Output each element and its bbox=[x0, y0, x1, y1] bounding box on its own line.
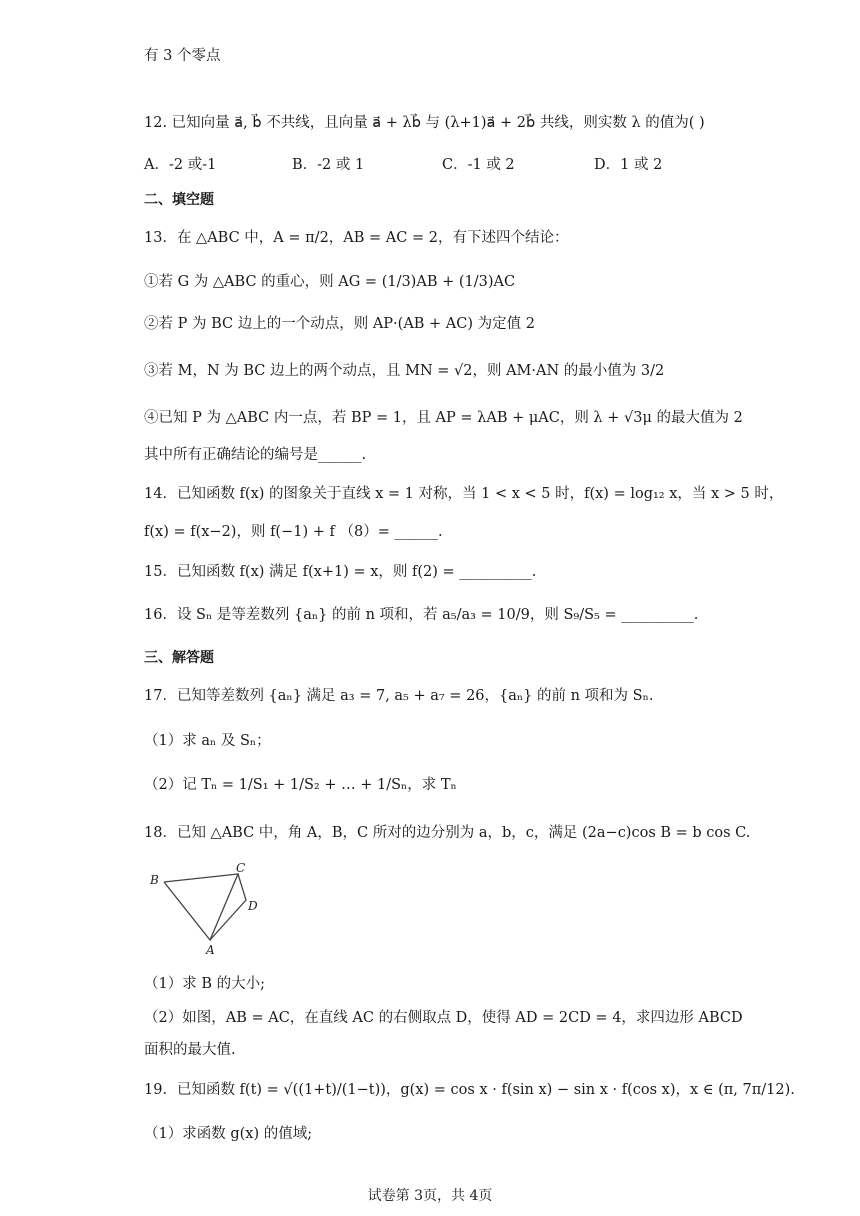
question-13-stem: 13．在 △ABC 中，A = π/2，AB = AC = 2，有下述四个结论： bbox=[144, 230, 569, 246]
triangle-abc bbox=[164, 874, 238, 940]
label-d: D bbox=[248, 899, 258, 913]
q13-statement-2: ②若 P 为 BC 边上的一个动点，则 AP·(AB + AC) 为定值 2 bbox=[144, 316, 535, 332]
quadrilateral-diagram bbox=[144, 858, 274, 958]
q18-part-2-cont: 面积的最大值. bbox=[144, 1042, 236, 1058]
label-a: A bbox=[206, 943, 215, 957]
page-footer: 试卷第 3页，共 4页 bbox=[367, 1188, 493, 1204]
q13-statement-1: ①若 G 为 △ABC 的重心，则 AG = (1/3)AB + (1/3)AC bbox=[144, 274, 516, 290]
label-b: B bbox=[150, 873, 159, 887]
section-heading-solutions: 三、解答题 bbox=[144, 650, 214, 666]
question-12: 12. 已知向量 a⃗, b⃗ 不共线，且向量 a⃗ + λb⃗ 与 (λ+1)a⃗ + 2b⃗ 共线，则实数 λ 的值为( ) bbox=[144, 115, 705, 131]
segment-cda bbox=[210, 874, 246, 940]
q19-part-1: （1）求函数 g(x) 的值域; bbox=[144, 1126, 313, 1142]
q17-part-1: （1）求 aₙ 及 Sₙ； bbox=[144, 733, 271, 749]
question-14-line-1: 14．已知函数 f(x) 的图象关于直线 x = 1 对称，当 1 < x < 5 时，f(x) = log₁₂ x，当 x > 5 时， bbox=[144, 486, 784, 502]
top-fragment: 有 3 个零点 bbox=[144, 48, 221, 64]
q12-option-c: C．-1 或 2 bbox=[442, 157, 515, 173]
q12-option-a: A．-2 或-1 bbox=[144, 157, 217, 173]
q12-option-d: D．1 或 2 bbox=[594, 157, 663, 173]
label-c: C bbox=[236, 861, 246, 875]
q13-statement-4: ④已知 P 为 △ABC 内一点，若 BP = 1，且 AP = λAB + μAC，则 λ + √3μ 的最大值为 2 bbox=[144, 410, 743, 426]
q18-part-2: （2）如图，AB = AC，在直线 AC 的右侧取点 D，使得 AD = 2CD = 4，求四边形 ABCD bbox=[144, 1010, 743, 1026]
question-16: 16．设 Sₙ 是等差数列 {aₙ} 的前 n 项和，若 a₅/a₃ = 10/9，则 S₉/S₅ = __________. bbox=[144, 607, 699, 623]
question-18-stem: 18．已知 △ABC 中，角 A，B，C 所对的边分别为 a，b，c，满足 (2a−c)cos B = b cos C. bbox=[144, 825, 751, 841]
question-17-stem: 17．已知等差数列 {aₙ} 满足 a₃ = 7, a₅ + a₇ = 26，{aₙ} 的前 n 项和为 Sₙ. bbox=[144, 688, 654, 704]
question-14-line-2: f(x) = f(x−2)，则 f(−1) + f （8）= ______. bbox=[144, 524, 443, 540]
q13-statement-3: ③若 M，N 为 BC 边上的两个动点，且 MN = √2，则 AM·AN 的最小值为 3/2 bbox=[144, 363, 665, 379]
q13-ask: 其中所有正确结论的编号是______. bbox=[144, 447, 367, 463]
section-heading-fill-in: 二、填空题 bbox=[144, 192, 214, 208]
question-15: 15．已知函数 f(x) 满足 f(x+1) = x，则 f(2) = __________. bbox=[144, 564, 537, 580]
q18-part-1: （1）求 B 的大小; bbox=[144, 976, 265, 992]
q17-part-2: （2）记 Tₙ = 1/S₁ + 1/S₂ + … + 1/Sₙ，求 Tₙ bbox=[144, 777, 457, 793]
question-19-stem: 19．已知函数 f(t) = √((1+t)/(1−t))，g(x) = cos x · f(sin x) − sin x · f(cos x)，x ∈ (π, 7π/12). bbox=[144, 1082, 795, 1098]
q12-option-b: B．-2 或 1 bbox=[292, 157, 365, 173]
